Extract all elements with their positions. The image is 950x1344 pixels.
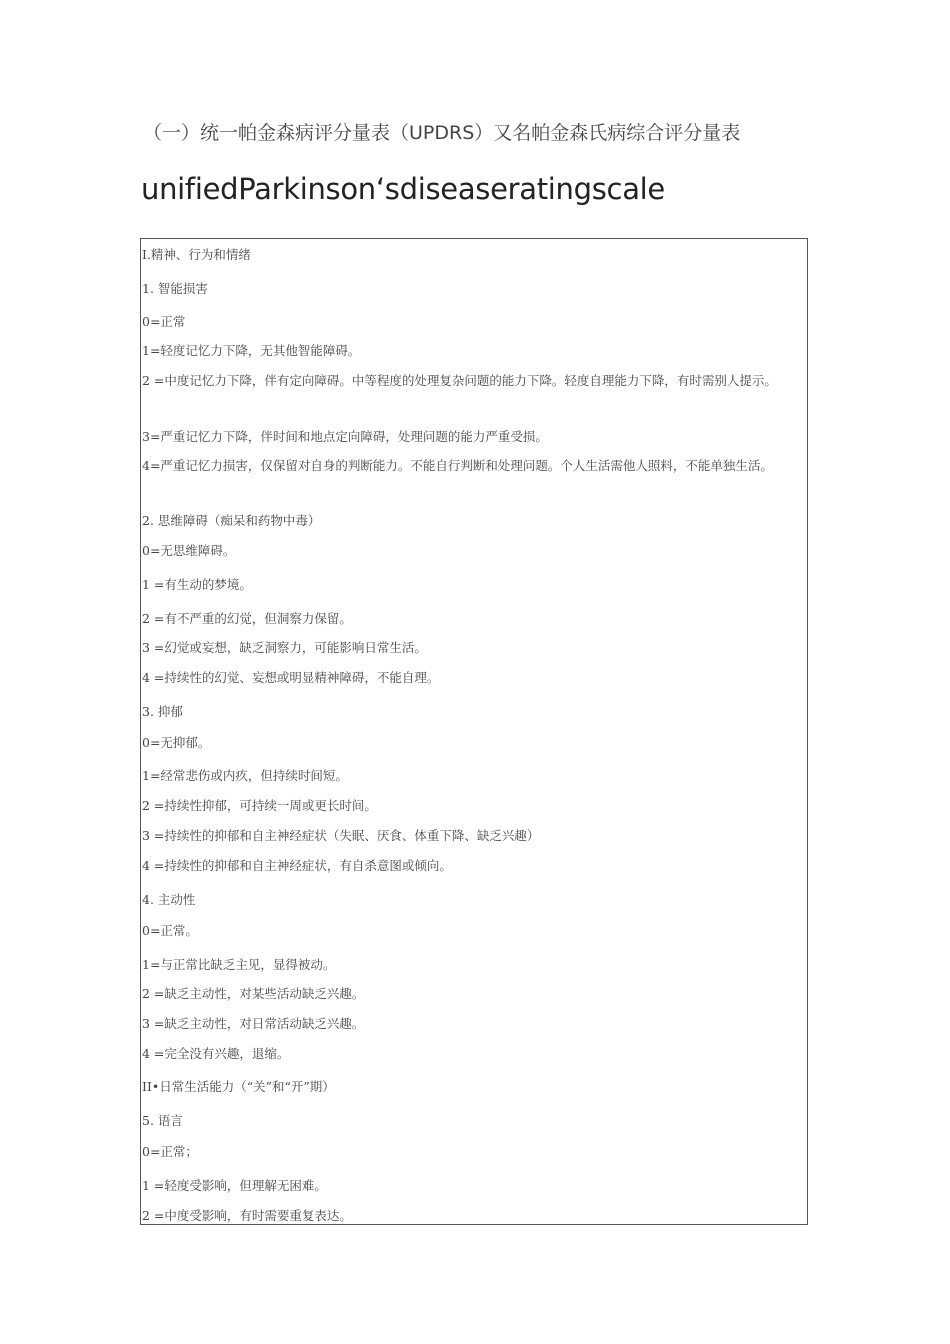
document-title-english: unifiedParkinson‘sdiseaseratingscale [141,172,665,206]
score-line: 0=无思维障碍。 [142,543,236,558]
score-line: 2 =中度受影响，有时需要重复表达。 [142,1208,352,1223]
score-line: 1=与正常比缺乏主见，显得被动。 [142,957,336,972]
score-line: 3 =幻觉或妄想，缺乏洞察力，可能影响日常生活。 [142,640,427,655]
score-line: 4 =完全没有兴趣，退缩。 [142,1046,290,1061]
score-line: 4=严重记忆力损害，仅保留对自身的判断能力。不能自行判断和处理问题。个人生活需他人照料，不能单独生活。 [142,458,773,473]
score-line: 2 =缺乏主动性，对某些活动缺乏兴趣。 [142,986,365,1001]
score-line: 2 =中度记忆力下降，伴有定向障碍。中等程度的处理复杂问题的能力下降。轻度自理能力下降，有时需别人提示。 [142,373,777,388]
score-line: 1=经常悲伤或内疚，但持续时间短。 [142,768,348,783]
score-line: 2 =有不严重的幻觉，但洞察力保留。 [142,611,352,626]
score-line: 0=正常； [142,1144,198,1159]
score-line: 3 =持续性的抑郁和自主神经症状（失眠、厌食、体重下降、缺乏兴趣） [142,828,540,843]
score-line: 0=正常 [142,314,186,329]
score-line: 0=无抑郁。 [142,735,211,750]
score-line: 4 =持续性的幻觉、妄想或明显精神障碍，不能自理。 [142,670,440,685]
scale-table [140,238,808,1225]
score-line: 1=轻度记忆力下降，无其他智能障碍。 [142,343,361,358]
score-line: 0=正常。 [142,923,198,938]
score-line: 4 =持续性的抑郁和自主神经症状，有自杀意图或倾向。 [142,858,452,873]
document-title-chinese: （一）统一帕金森病评分量表（UPDRS）又名帕金森氏病综合评分量表 [143,122,741,144]
item-heading: 1. 智能损害 [142,281,208,296]
score-line: 1 =轻度受影响，但理解无困难。 [142,1178,327,1193]
score-line: 3=严重记忆力下降，伴时间和地点定向障碍，处理问题的能力严重受损。 [142,429,548,444]
section-heading: II•日常生活能力（“关”和“开”期） [142,1079,335,1094]
item-heading: 5. 语言 [142,1113,183,1128]
item-heading: 4. 主动性 [142,892,196,907]
item-heading: 3. 抑郁 [142,704,183,719]
score-line: 1 =有生动的梦境。 [142,577,252,592]
item-heading: 2. 思维障碍（痴呆和药物中毒） [142,513,321,528]
section-heading: I.精神、行为和情绪 [142,247,251,262]
score-line: 2 =持续性抑郁，可持续一周或更长时间。 [142,798,377,813]
score-line: 3 =缺乏主动性，对日常活动缺乏兴趣。 [142,1016,365,1031]
